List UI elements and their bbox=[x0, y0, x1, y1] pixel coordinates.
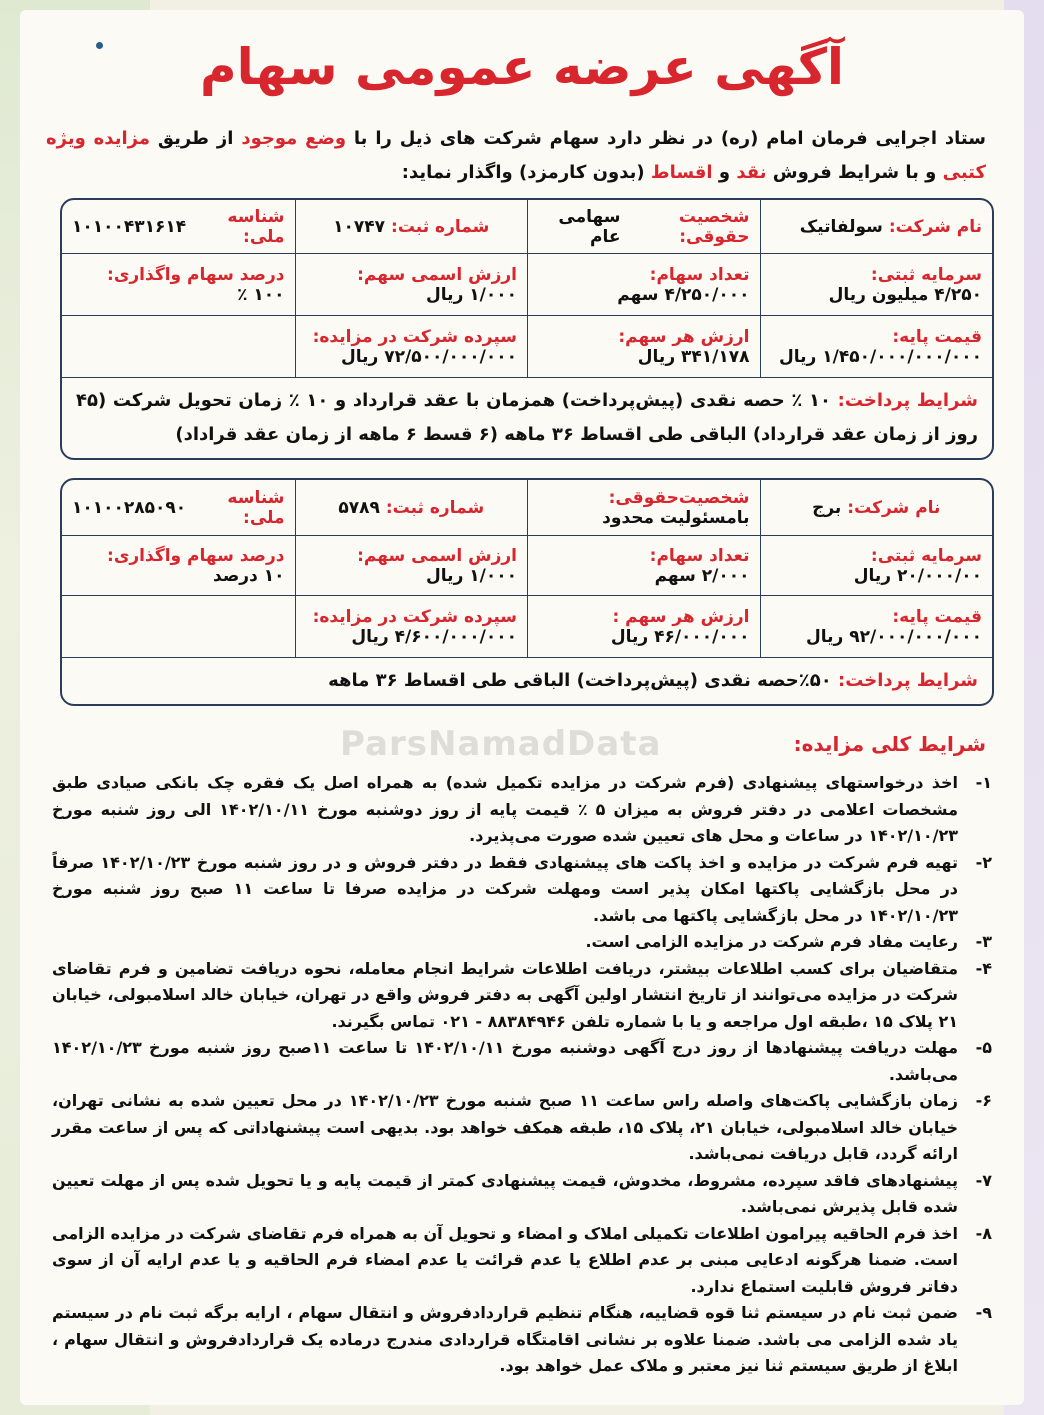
cell-label: ارزش اسمی سهم: bbox=[357, 264, 517, 285]
info-cell bbox=[760, 254, 993, 316]
info-cell bbox=[527, 254, 760, 316]
cell-label: درصد سهام واگذاری: bbox=[107, 264, 285, 285]
term-item bbox=[52, 850, 992, 930]
term-number: ۵- bbox=[975, 1038, 992, 1057]
cell-value: ۷۲/۵۰۰/۰۰۰/۰۰۰ ریال bbox=[341, 346, 517, 367]
payment-terms bbox=[62, 378, 992, 458]
notice-title: آگهی عرضه عمومی سهام bbox=[199, 38, 845, 96]
term-number: ۱- bbox=[975, 773, 992, 792]
term-item bbox=[52, 770, 992, 850]
cell-label: درصد سهام واگذاری: bbox=[107, 545, 285, 566]
intro-text: ستاد اجرایی فرمان امام (ره) در نظر دارد سهام شرکت های ذیل را با bbox=[346, 128, 986, 149]
term-text: ضمن ثبت نام در سیستم ثنا قوه قضاییه، هنگام تنظیم قراردادفروش و انتقال سهام ، ارایه برگه ثبت نام در سیستم یاد شده الزامی می باشد. ضمنا علاوه بر نشانی اقامتگاه قراردادی مندرج درماده یک قراردادفروش و انتقال سهام ، ابلاغ از طریق سیستم ثنا نیز معتبر و ملاک عمل خواهد بود. bbox=[52, 1303, 958, 1375]
cell-value: بامسئولیت محدود bbox=[602, 507, 750, 528]
cell-label: سرمایه ثبتی: bbox=[870, 545, 982, 566]
info-cell bbox=[760, 536, 993, 596]
cell-value: ۳۴۱/۱۷۸ ریال bbox=[637, 346, 750, 367]
cell-value: ۴/۲۵۰/۰۰۰ سهم bbox=[617, 284, 750, 305]
term-item bbox=[52, 956, 992, 1036]
term-text: پیشنهادهای فاقد سپرده، مشروط، مخدوش، قیمت پیشنهادی کمتر از قیمت پایه و یا تحویل شده پس از مهلت تعیین شده قابل پذیرش نمی‌باشد. bbox=[52, 1170, 958, 1216]
intro-highlight: نقد bbox=[736, 162, 767, 183]
cell-value: ۱۰ درصد bbox=[213, 565, 285, 586]
intro-paragraph bbox=[46, 122, 986, 190]
term-number: ۸- bbox=[975, 1223, 992, 1243]
term-item bbox=[52, 1168, 992, 1221]
info-cell bbox=[760, 316, 993, 378]
cell-value: ۲۰/۰۰۰/۰۰ ریال bbox=[853, 565, 982, 586]
cell-label: ارزش هر سهم: bbox=[618, 326, 750, 347]
cell-value: ۲/۰۰۰ سهم bbox=[654, 565, 750, 586]
cell-label: ارزش هر سهم : bbox=[612, 606, 750, 627]
info-cell bbox=[62, 480, 295, 536]
company-card-sulfatic bbox=[60, 198, 994, 460]
cell-label: شماره ثبت: bbox=[391, 216, 490, 237]
info-cell bbox=[62, 200, 295, 254]
cell-value: ۱۰۰ ٪ bbox=[237, 284, 285, 305]
cell-value: ۱۰۱۰۰۲۸۵۰۹۰ bbox=[72, 497, 187, 518]
info-cell bbox=[295, 596, 528, 658]
info-cell bbox=[295, 316, 528, 378]
cell-label: سپرده شرکت در مزایده: bbox=[312, 326, 517, 347]
term-number: ۳- bbox=[975, 932, 992, 951]
intro-text: (بدون کارمزد) واگذار نماید: bbox=[401, 162, 651, 183]
cell-label: نام شرکت: bbox=[888, 216, 982, 237]
cell-label: شخصیت‌حقوقی: bbox=[608, 487, 750, 508]
payment-label: شرایط پرداخت: bbox=[838, 670, 978, 691]
general-terms-title: شرایط کلی مزایده: bbox=[793, 732, 986, 756]
term-number: ۶- bbox=[975, 1091, 992, 1110]
term-text: تهیه فرم شرکت در مزایده و اخذ پاکت های پیشنهادی فقط در دفتر فروش و در روز شنبه مورخ ۱۴۰۲/۱۰/۲۳ صرفاً در محل بازگشایی پاکتها امکان پذیر است ومهلت شرکت در مزایده صرفا تا ساعت ۱۱ صبح روز شنبه مورخ ۱۴۰۲/۱۰/۲۳ در محل بازگشایی پاکتها می باشد. bbox=[52, 852, 959, 925]
info-cell-empty bbox=[62, 316, 295, 378]
general-terms-list bbox=[52, 770, 992, 1380]
cell-value: سولفاتیک bbox=[799, 216, 883, 237]
info-cell bbox=[527, 596, 760, 658]
term-item bbox=[52, 1221, 992, 1301]
cell-label: شخصیت حقوقی: bbox=[678, 206, 750, 247]
cell-value: سهامی عام bbox=[558, 206, 621, 247]
cell-label: شناسه ملی: bbox=[227, 487, 285, 528]
cell-label: تعداد سهام: bbox=[649, 545, 750, 566]
info-cell bbox=[527, 480, 760, 536]
term-number: ۷- bbox=[975, 1170, 992, 1190]
term-item bbox=[52, 1300, 992, 1380]
cell-label: نام شرکت: bbox=[847, 497, 941, 518]
cell-value: ۴/۲۵۰ میلیون ریال bbox=[828, 284, 982, 305]
term-text: مهلت دریافت پیشنهادها از روز درج آگهی دوشنبه مورخ ۱۴۰۲/۱۰/۱۱ تا ساعت ۱۱صبح روز شنبه مورخ ۱۴۰۲/۱۰/۲۳ می‌باشد. bbox=[52, 1038, 958, 1084]
intro-highlight: وضع موجود bbox=[241, 128, 347, 149]
cell-value: ۱۰۱۰۰۴۳۱۶۱۴ bbox=[72, 216, 187, 237]
term-text: رعایت مفاد فرم شرکت در مزایده الزامی است. bbox=[585, 932, 958, 951]
cell-value: ۵۷۸۹ bbox=[338, 497, 380, 518]
info-cell bbox=[760, 596, 993, 658]
info-cell bbox=[760, 480, 993, 536]
term-number: ۴- bbox=[975, 958, 992, 978]
info-cell-empty bbox=[62, 596, 295, 658]
company-info-grid bbox=[62, 480, 992, 658]
cell-label: قیمت پایه: bbox=[892, 326, 982, 347]
info-cell bbox=[62, 254, 295, 316]
term-text: اخذ فرم الحاقیه پیرامون اطلاعات تکمیلی املاک و امضاء و تحویل آن به همراه فرم تقاضای شرکت در مزایده الزامی است. ضمنا هرگونه ادعایی مبنی بر عدم اطلاع یا عدم قرائت یا عدم امضاء فرم الحاقیه و یا عدم ارایه آن از سوی دفاتر فروش قابلیت استماع ندارد. bbox=[52, 1223, 958, 1296]
intro-text: و bbox=[712, 162, 737, 183]
term-item bbox=[52, 929, 992, 956]
cell-value: ۴۶/۰۰۰/۰۰۰ ریال bbox=[610, 626, 750, 647]
info-cell bbox=[527, 316, 760, 378]
cell-label: شماره ثبت: bbox=[385, 497, 485, 518]
term-item bbox=[52, 1088, 992, 1168]
info-cell bbox=[295, 254, 528, 316]
term-text: متقاضیان برای کسب اطلاعات بیشتر، دریافت اطلاعات شرایط انجام معامله، نحوه دریافت تضامین و فرم تقاضای شرکت در مزایده می‌توانند از تاریخ انتشار اولین آگهی به دفتر فروش واقع در تهران، خیابان خالد اسلامبولی، خیابان ۲۱ پلاک ۱۵ ،طبقه اول مراجعه و یا با شماره تلفن ۸۸۳۸۴۹۴۶ - ۰۲۱ تماس بگیرند. bbox=[52, 958, 958, 1031]
intro-highlight: مزایده ویژه کتبی bbox=[46, 128, 986, 183]
info-cell bbox=[62, 536, 295, 596]
cell-value: ۱/۴۵۰/۰۰۰/۰۰۰/۰۰۰ ریال bbox=[779, 346, 982, 367]
term-text: زمان بازگشایی پاکت‌های واصله راس ساعت ۱۱ صبح شنبه مورخ ۱۴۰۲/۱۰/۲۳ در محل تعیین شده به نشانی تهران، خیابان خالد اسلامبولی، خیابان ۲۱، پلاک ۱۵، طبقه همکف خواهد بود. بدیهی است پیشنهاداتی که پس از ساعت مقرر ارائه گردد، قابل دریافت نمی‌باشد. bbox=[52, 1091, 959, 1163]
payment-label: شرایط پرداخت: bbox=[837, 390, 978, 411]
term-number: ۹- bbox=[975, 1303, 992, 1322]
watermark: ParsNamadData bbox=[340, 724, 662, 764]
cell-value: ۱۰۷۴۷ bbox=[333, 216, 386, 237]
info-cell bbox=[527, 200, 760, 254]
info-cell bbox=[295, 536, 528, 596]
intro-text: و با شرایط فروش bbox=[766, 162, 943, 183]
term-number: ۲- bbox=[975, 852, 992, 872]
company-info-grid bbox=[62, 200, 992, 378]
cell-label: شناسه ملی: bbox=[227, 206, 285, 247]
intro-text: از طریق bbox=[149, 128, 242, 149]
intro-highlight: اقساط bbox=[650, 162, 713, 183]
cell-label: قیمت پایه: bbox=[892, 606, 982, 627]
cell-value: ۴/۶۰۰/۰۰۰/۰۰۰ ریال bbox=[351, 626, 517, 647]
cell-value: برج bbox=[812, 497, 842, 518]
info-cell bbox=[295, 200, 528, 254]
company-card-borj bbox=[60, 478, 994, 706]
payment-terms bbox=[62, 658, 992, 704]
term-text: اخذ درخواستهای پیشنهادی (فرم شرکت در مزایده تکمیل شده) به همراه اصل یک فقره چک بانکی صیادی طبق مشخصات اعلامی در دفتر فروش به میزان ۵ ٪ قیمت پایه از روز دوشنبه مورخ ۱۴۰۲/۱۰/۱۱ الی روز شنبه مورخ ۱۴۰۲/۱۰/۲۳ در ساعات و محل های تعیین شده صورت می‌پذیرد. bbox=[52, 773, 958, 845]
payment-text: ۱۰ ٪ حصه نقدی (پیش‌پرداخت) همزمان با عقد قرارداد و ۱۰ ٪ زمان تحویل شرکت (۴۵ روز از زمان عقد قرارداد) الباقی طی اقساط ۳۶ ماهه (۶ قسط ۶ ماهه از زمان عقد قراداد) bbox=[76, 390, 978, 445]
cell-label: تعداد سهام: bbox=[649, 264, 750, 285]
cell-value: ۱/۰۰۰ ریال bbox=[426, 565, 517, 586]
info-cell bbox=[527, 536, 760, 596]
cell-value: ۹۲/۰۰۰/۰۰۰/۰۰۰ ریال bbox=[806, 626, 982, 647]
payment-text: ۵۰٪حصه نقدی (پیش‌پرداخت) الباقی طی اقساط ۳۶ ماهه bbox=[328, 670, 839, 691]
info-cell bbox=[760, 200, 993, 254]
cell-label: سرمایه ثبتی: bbox=[870, 264, 982, 285]
cell-label: ارزش اسمی سهم: bbox=[357, 545, 517, 566]
term-item bbox=[52, 1035, 992, 1088]
cell-label: سپرده شرکت در مزایده: bbox=[312, 606, 517, 627]
info-cell bbox=[295, 480, 528, 536]
cell-value: ۱/۰۰۰ ریال bbox=[426, 284, 517, 305]
